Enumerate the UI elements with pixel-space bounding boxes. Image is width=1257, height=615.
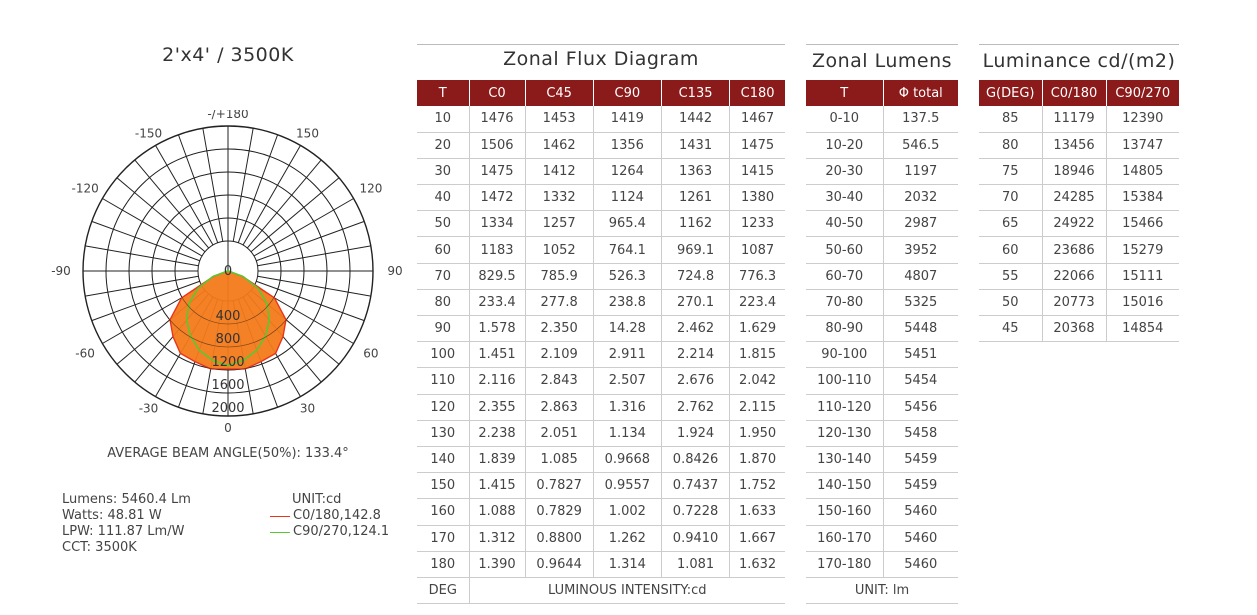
flux-row	[417, 132, 785, 158]
lumens-cell: 1197	[883, 158, 958, 184]
flux-cell: 2.214	[661, 342, 729, 368]
spec-cct: CCT: 3500K	[62, 540, 137, 555]
flux-row	[417, 289, 785, 315]
flux-cell: 1467	[730, 106, 785, 132]
polar-grid-spoke	[85, 276, 198, 296]
flux-topline	[417, 44, 785, 45]
luminance-cell: 13747	[1106, 132, 1179, 158]
flux-cell: 1183	[469, 237, 525, 263]
polar-grid-spoke	[256, 221, 364, 260]
flux-header-cell: C90	[593, 80, 661, 106]
flux-cell: 1264	[593, 158, 661, 184]
lumens-cell: 60-70	[806, 263, 883, 289]
lumens-cell: 5458	[883, 420, 958, 446]
flux-cell: 1431	[661, 132, 729, 158]
flux-cell: 1472	[469, 185, 525, 211]
lumens-row	[806, 263, 958, 289]
flux-cell: 1332	[525, 185, 593, 211]
flux-cell: 776.3	[730, 263, 785, 289]
flux-cell: 270.1	[661, 289, 729, 315]
lumens-cell: 546.5	[883, 132, 958, 158]
flux-cell: 1.578	[469, 316, 525, 342]
flux-cell: 1506	[469, 132, 525, 158]
luminance-topline	[979, 44, 1179, 45]
specs-block	[62, 492, 191, 556]
flux-header-cell: C180	[730, 80, 785, 106]
radial-tick-label: 800	[215, 332, 241, 347]
luminance-row	[979, 237, 1179, 263]
flux-cell: 2.507	[593, 368, 661, 394]
luminance-cell: 45	[979, 316, 1042, 342]
lumens-cell: 110-120	[806, 394, 883, 420]
angle-label: 60	[363, 346, 379, 361]
luminance-row	[979, 211, 1179, 237]
luminance-cell: 15384	[1106, 185, 1179, 211]
radial-tick-label: 2000	[211, 401, 245, 416]
luminance-cell: 20773	[1042, 289, 1106, 315]
flux-row	[417, 237, 785, 263]
angle-label: -60	[75, 346, 95, 361]
flux-cell: 1412	[525, 158, 593, 184]
flux-cell: 238.8	[593, 289, 661, 315]
angle-label: 0	[224, 421, 232, 435]
flux-row	[417, 473, 785, 499]
legend-unit: UNIT:cd	[292, 492, 342, 507]
lumens-cell: 4807	[883, 263, 958, 289]
flux-cell: 0.8426	[661, 446, 729, 472]
flux-row	[417, 394, 785, 420]
angle-label: -90	[51, 264, 71, 278]
flux-cell: 724.8	[661, 263, 729, 289]
flux-cell: 1.134	[593, 420, 661, 446]
luminance-cell: 12390	[1106, 106, 1179, 132]
lumens-cell: 5456	[883, 394, 958, 420]
flux-cell: 233.4	[469, 289, 525, 315]
flux-cell: 0.7829	[525, 499, 593, 525]
flux-header-cell: C0	[469, 80, 525, 106]
angle-label: 150	[296, 126, 319, 141]
flux-row	[417, 551, 785, 577]
flux-header-cell: C135	[661, 80, 729, 106]
legend-item-c90	[270, 524, 389, 540]
flux-cell: 2.350	[525, 316, 593, 342]
flux-footer-cell: LUMINOUS INTENSITY:cd	[469, 577, 785, 603]
flux-cell: 160	[417, 499, 469, 525]
flux-cell: 1356	[593, 132, 661, 158]
flux-cell: 1124	[593, 185, 661, 211]
luminance-row	[979, 132, 1179, 158]
flux-cell: 0.7228	[661, 499, 729, 525]
flux-cell: 1453	[525, 106, 593, 132]
lumens-cell: 5460	[883, 499, 958, 525]
lumens-cell: 137.5	[883, 106, 958, 132]
luminance-cell: 18946	[1042, 158, 1106, 184]
flux-cell: 1334	[469, 211, 525, 237]
luminance-header-row	[979, 80, 1179, 106]
luminance-row	[979, 263, 1179, 289]
lumens-cell: 50-60	[806, 237, 883, 263]
lumens-body	[806, 106, 958, 604]
flux-cell: 1.081	[661, 551, 729, 577]
lumens-cell: 90-100	[806, 342, 883, 368]
luminance-cell: 14805	[1106, 158, 1179, 184]
radial-tick-label: 0	[223, 264, 233, 279]
flux-cell: 2.911	[593, 342, 661, 368]
flux-row	[417, 525, 785, 551]
flux-cell: 1.262	[593, 525, 661, 551]
luminance-cell: 24922	[1042, 211, 1106, 237]
flux-cell: 223.4	[730, 289, 785, 315]
polar-grid-spoke	[178, 135, 217, 243]
lumens-topline	[806, 44, 958, 45]
polar-grid-spoke	[258, 246, 371, 266]
luminance-header-cell: C90/270	[1106, 80, 1179, 106]
flux-cell: 2.843	[525, 368, 593, 394]
flux-header-cell: C45	[525, 80, 593, 106]
flux-cell: 2.762	[661, 394, 729, 420]
lumens-cell: 80-90	[806, 316, 883, 342]
flux-cell: 60	[417, 237, 469, 263]
lumens-row	[806, 237, 958, 263]
flux-cell: 1462	[525, 132, 593, 158]
flux-cell: 2.109	[525, 342, 593, 368]
flux-cell: 1442	[661, 106, 729, 132]
polar-grid-spoke	[92, 221, 200, 260]
flux-cell: 2.238	[469, 420, 525, 446]
lumens-cell: 30-40	[806, 185, 883, 211]
angle-label: 30	[299, 401, 316, 416]
luminance-cell: 15279	[1106, 237, 1179, 263]
luminance-table	[979, 80, 1179, 342]
legend-swatch-c0	[270, 516, 290, 517]
flux-cell: 277.8	[525, 289, 593, 315]
flux-cell: 0.9668	[593, 446, 661, 472]
luminance-cell: 70	[979, 185, 1042, 211]
angle-label: 120	[359, 181, 383, 196]
flux-cell: 110	[417, 368, 469, 394]
lumens-row	[806, 551, 958, 577]
flux-cell: 30	[417, 158, 469, 184]
flux-row	[417, 158, 785, 184]
luminance-row	[979, 185, 1179, 211]
flux-row	[417, 185, 785, 211]
luminance-header-cell: G(DEG)	[979, 80, 1042, 106]
luminance-cell: 80	[979, 132, 1042, 158]
lumens-cell: 40-50	[806, 211, 883, 237]
lumens-row	[806, 446, 958, 472]
flux-cell: 1.312	[469, 525, 525, 551]
flux-cell: 70	[417, 263, 469, 289]
lumens-row	[806, 499, 958, 525]
flux-cell: 2.355	[469, 394, 525, 420]
luminance-cell: 65	[979, 211, 1042, 237]
lumens-row	[806, 368, 958, 394]
lumens-cell: 5460	[883, 551, 958, 577]
flux-cell: 0.9557	[593, 473, 661, 499]
luminance-cell: 60	[979, 237, 1042, 263]
flux-cell: 1.629	[730, 316, 785, 342]
luminance-cell: 75	[979, 158, 1042, 184]
luminance-cell: 11179	[1042, 106, 1106, 132]
lumens-cell: 5325	[883, 289, 958, 315]
flux-row	[417, 106, 785, 132]
polar-grid-spoke	[238, 135, 277, 243]
flux-cell: 80	[417, 289, 469, 315]
legend-swatch-c90	[270, 532, 290, 533]
lumens-cell: 5454	[883, 368, 958, 394]
flux-cell: 1052	[525, 237, 593, 263]
flux-cell: 1380	[730, 185, 785, 211]
spec-lpw: LPW: 111.87 Lm/W	[62, 524, 185, 539]
flux-cell: 2.116	[469, 368, 525, 394]
luminance-row	[979, 106, 1179, 132]
angle-label: -/+180	[207, 110, 249, 121]
flux-cell: 785.9	[525, 263, 593, 289]
lumens-cell: 170-180	[806, 551, 883, 577]
flux-cell: 0.7437	[661, 473, 729, 499]
lumens-cell: 5448	[883, 316, 958, 342]
flux-header-row	[417, 80, 785, 106]
flux-cell: 14.28	[593, 316, 661, 342]
legend-item-c0	[270, 508, 389, 524]
lumens-footer-cell: UNIT: lm	[806, 577, 958, 603]
flux-cell: 1.924	[661, 420, 729, 446]
luminance-cell: 50	[979, 289, 1042, 315]
lumens-cell: 5459	[883, 473, 958, 499]
angle-label: -30	[138, 401, 159, 416]
luminance-cell: 15111	[1106, 263, 1179, 289]
lumens-cell: 2987	[883, 211, 958, 237]
spec-watts: Watts: 48.81 W	[62, 508, 162, 523]
lumens-cell: 160-170	[806, 525, 883, 551]
flux-cell: 1.839	[469, 446, 525, 472]
lumens-cell: 150-160	[806, 499, 883, 525]
lumens-cell: 2032	[883, 185, 958, 211]
lumens-row	[806, 525, 958, 551]
luminance-title: Luminance cd/(m2)	[982, 50, 1176, 72]
flux-cell: 100	[417, 342, 469, 368]
luminance-body	[979, 106, 1179, 342]
zonal-lumens-table	[806, 80, 958, 604]
lumens-row	[806, 158, 958, 184]
flux-cell: 40	[417, 185, 469, 211]
polar-grid-spoke	[203, 128, 223, 241]
luminance-cell: 14854	[1106, 316, 1179, 342]
luminance-cell: 15016	[1106, 289, 1179, 315]
beam-angle-label: AVERAGE BEAM ANGLE(50%): 133.4°	[107, 446, 349, 461]
flux-cell: 1233	[730, 211, 785, 237]
lumens-row	[806, 473, 958, 499]
flux-cell: 1.390	[469, 551, 525, 577]
lumens-cell: 120-130	[806, 420, 883, 446]
lumens-cell: 5460	[883, 525, 958, 551]
lumens-row	[806, 132, 958, 158]
lumens-header-cell: Φ total	[883, 80, 958, 106]
polar-grid-spoke	[233, 128, 253, 241]
lumens-cell: 100-110	[806, 368, 883, 394]
luminance-row	[979, 289, 1179, 315]
flux-cell: 1.633	[730, 499, 785, 525]
flux-cell: 2.676	[661, 368, 729, 394]
flux-cell: 2.462	[661, 316, 729, 342]
flux-cell: 1363	[661, 158, 729, 184]
polar-intensity-chart	[40, 110, 416, 446]
lumens-row	[806, 211, 958, 237]
flux-cell: 1162	[661, 211, 729, 237]
lumens-row	[806, 420, 958, 446]
zonal-flux-table	[417, 80, 785, 604]
flux-cell: 0.7827	[525, 473, 593, 499]
flux-cell: 1.451	[469, 342, 525, 368]
lumens-row	[806, 185, 958, 211]
flux-cell: 90	[417, 316, 469, 342]
flux-cell: 2.042	[730, 368, 785, 394]
angle-label: 90	[387, 264, 403, 278]
luminance-header-cell: C0/180	[1042, 80, 1106, 106]
flux-row	[417, 368, 785, 394]
polar-grid-spoke	[258, 276, 371, 296]
lumens-cell: 0-10	[806, 106, 883, 132]
flux-cell: 829.5	[469, 263, 525, 289]
flux-cell: 1.632	[730, 551, 785, 577]
flux-row	[417, 420, 785, 446]
lumens-cell: 20-30	[806, 158, 883, 184]
lumens-cell: 3952	[883, 237, 958, 263]
flux-cell: 1475	[469, 158, 525, 184]
lumens-footer-row	[806, 577, 958, 603]
luminance-row	[979, 158, 1179, 184]
flux-cell: 2.051	[525, 420, 593, 446]
flux-cell: 1476	[469, 106, 525, 132]
flux-row	[417, 211, 785, 237]
flux-cell: 120	[417, 394, 469, 420]
lumens-cell: 70-80	[806, 289, 883, 315]
flux-row	[417, 316, 785, 342]
lumens-title: Zonal Lumens	[811, 50, 953, 72]
radial-tick-label: 400	[215, 309, 241, 324]
flux-cell: 0.9644	[525, 551, 593, 577]
flux-row	[417, 499, 785, 525]
flux-cell: 764.1	[593, 237, 661, 263]
flux-header-cell: T	[417, 80, 469, 106]
angle-label: -120	[71, 181, 99, 196]
flux-cell: 1.815	[730, 342, 785, 368]
angle-label: -150	[134, 126, 163, 141]
flux-cell: 130	[417, 420, 469, 446]
luminance-cell: 55	[979, 263, 1042, 289]
flux-cell: 1.085	[525, 446, 593, 472]
polar-grid-spoke	[85, 246, 198, 266]
polar-legend	[270, 492, 389, 540]
luminance-cell: 20368	[1042, 316, 1106, 342]
flux-row	[417, 263, 785, 289]
spec-lumens: Lumens: 5460.4 Lm	[62, 492, 191, 507]
flux-body	[417, 106, 785, 604]
flux-cell: 50	[417, 211, 469, 237]
flux-cell: 1.950	[730, 420, 785, 446]
flux-cell: 1419	[593, 106, 661, 132]
luminance-cell: 23686	[1042, 237, 1106, 263]
lumens-cell: 5451	[883, 342, 958, 368]
flux-cell: 526.3	[593, 263, 661, 289]
flux-cell: 180	[417, 551, 469, 577]
lumens-row	[806, 342, 958, 368]
legend-label-c90: C90/270,124.1	[293, 524, 390, 539]
lumens-header-cell: T	[806, 80, 883, 106]
radial-tick-label: 1200	[211, 355, 245, 370]
flux-cell: 1.667	[730, 525, 785, 551]
flux-cell: 1415	[730, 158, 785, 184]
luminance-cell: 24285	[1042, 185, 1106, 211]
flux-cell: 0.8800	[525, 525, 593, 551]
polar-chart-title: 2'x4' / 3500K	[162, 44, 294, 66]
lumens-row	[806, 106, 958, 132]
legend-label-c0: C0/180,142.8	[293, 508, 381, 523]
flux-cell: 140	[417, 446, 469, 472]
flux-cell: 1.314	[593, 551, 661, 577]
luminance-row	[979, 316, 1179, 342]
lumens-row	[806, 316, 958, 342]
flux-cell: 1475	[730, 132, 785, 158]
lumens-row	[806, 394, 958, 420]
lumens-cell: 5459	[883, 446, 958, 472]
flux-cell: 1.415	[469, 473, 525, 499]
flux-cell: 1257	[525, 211, 593, 237]
flux-cell: 1087	[730, 237, 785, 263]
flux-cell: 20	[417, 132, 469, 158]
flux-cell: 0.9410	[661, 525, 729, 551]
flux-cell: 1.002	[593, 499, 661, 525]
radial-tick-label: 1600	[211, 378, 245, 393]
flux-cell: 2.863	[525, 394, 593, 420]
flux-footer-row	[417, 577, 785, 603]
flux-cell: 1.870	[730, 446, 785, 472]
lumens-cell: 140-150	[806, 473, 883, 499]
luminance-cell: 85	[979, 106, 1042, 132]
flux-row	[417, 446, 785, 472]
flux-cell: 1.752	[730, 473, 785, 499]
flux-cell: 170	[417, 525, 469, 551]
flux-cell: 150	[417, 473, 469, 499]
flux-cell: 965.4	[593, 211, 661, 237]
flux-cell: 2.115	[730, 394, 785, 420]
flux-cell: 969.1	[661, 237, 729, 263]
lumens-cell: 10-20	[806, 132, 883, 158]
flux-footer-cell: DEG	[417, 577, 469, 603]
luminance-cell: 22066	[1042, 263, 1106, 289]
flux-cell: 1.316	[593, 394, 661, 420]
flux-title: Zonal Flux Diagram	[503, 48, 699, 70]
lumens-cell: 130-140	[806, 446, 883, 472]
flux-cell: 1261	[661, 185, 729, 211]
flux-cell: 10	[417, 106, 469, 132]
flux-row	[417, 342, 785, 368]
lumens-row	[806, 289, 958, 315]
luminance-cell: 13456	[1042, 132, 1106, 158]
flux-cell: 1.088	[469, 499, 525, 525]
lumens-header-row	[806, 80, 958, 106]
luminance-cell: 15466	[1106, 211, 1179, 237]
